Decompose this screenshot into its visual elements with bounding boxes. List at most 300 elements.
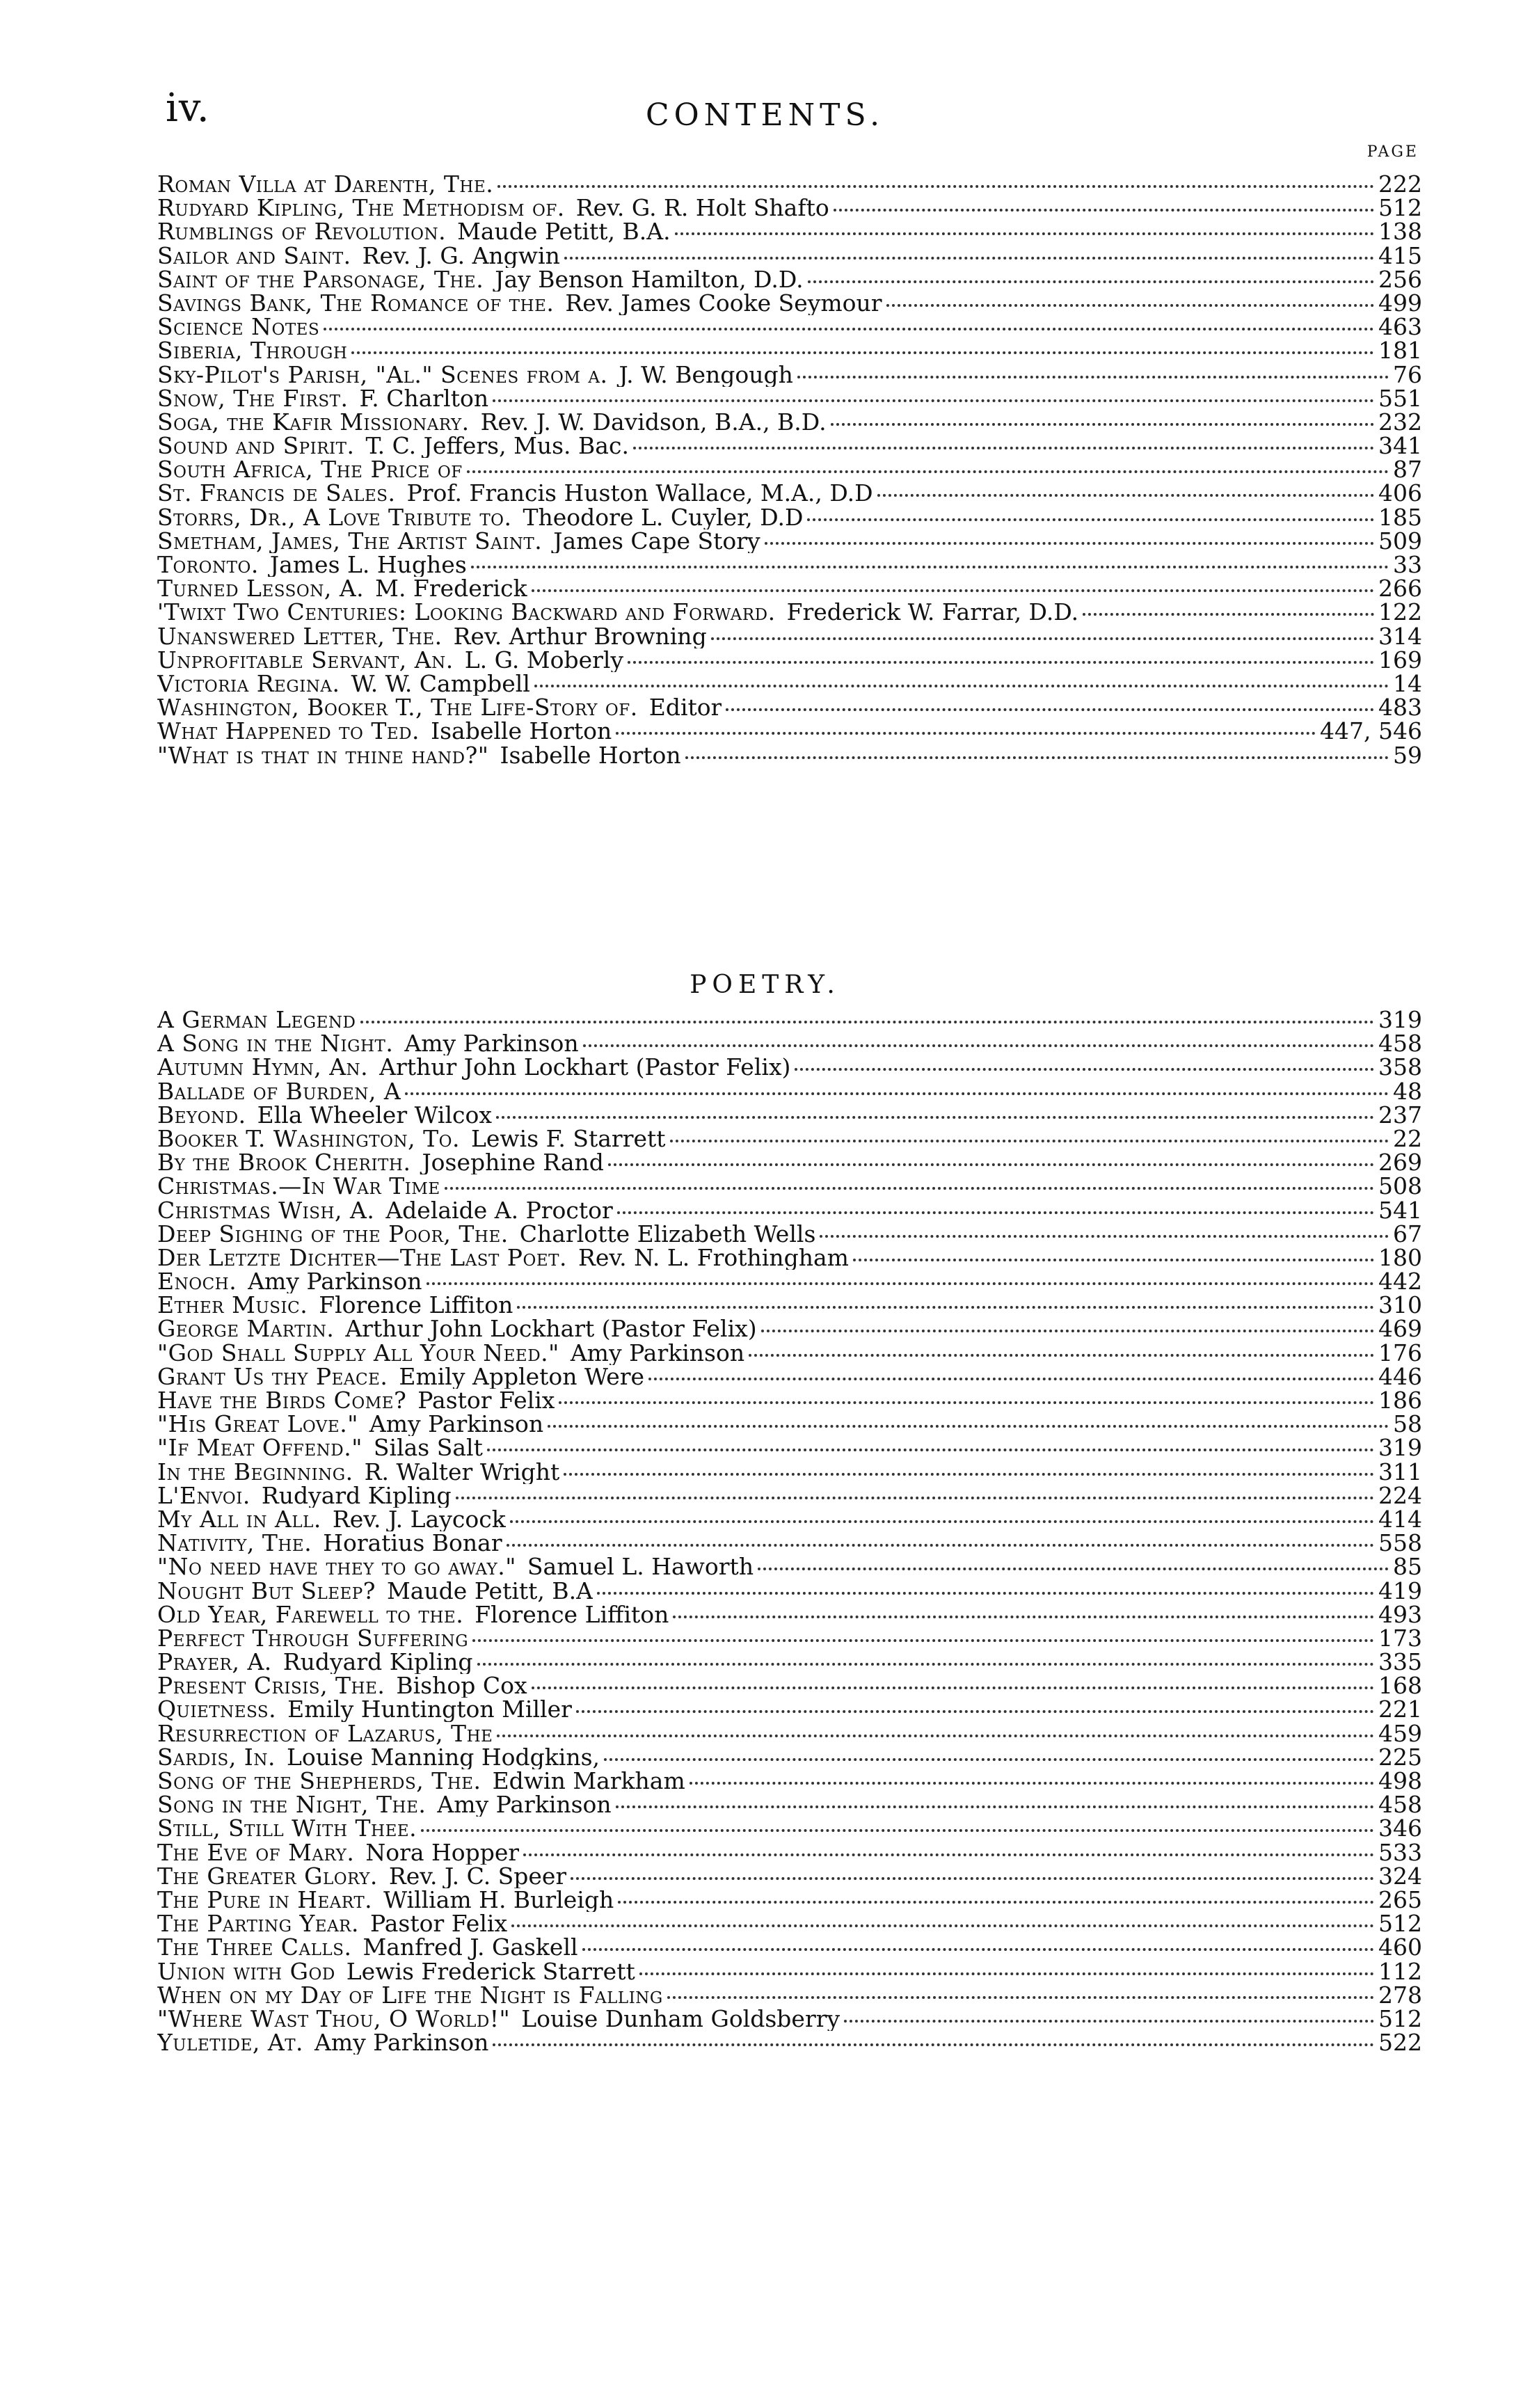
entry-title: Toronto. [157, 553, 259, 577]
entry-author: J. W. Bengough [619, 362, 793, 387]
entry-author: Rev. J. G. Angwin [362, 244, 560, 268]
entry-author: T. C. Jeffers, Mus. Bac. [365, 434, 629, 459]
entry-title: St. Francis de Sales. [157, 481, 396, 506]
toc-entry-text [157, 506, 803, 529]
dot-leader [618, 1901, 1374, 1904]
entry-title: Der Letzte Dichter—The Last Poet. [157, 1245, 567, 1270]
dot-leader [797, 376, 1389, 378]
entry-author: Amy Parkinson [404, 1032, 579, 1056]
toc-entry [157, 669, 1422, 697]
entry-title: L'Envoi. [157, 1483, 250, 1508]
entry-page-number: 415 [1378, 241, 1422, 269]
toc-entry-text [157, 1412, 543, 1436]
entry-page-number: 358 [1378, 1053, 1422, 1081]
entry-page-number: 85 [1393, 1553, 1422, 1581]
dot-leader [820, 1235, 1389, 1238]
dot-leader [886, 304, 1374, 307]
entry-title: "If Meat Offend." [157, 1436, 362, 1460]
entry-page-number: 493 [1378, 1600, 1422, 1628]
toc-entry-text [157, 1650, 473, 1674]
dot-leader [510, 1520, 1374, 1523]
toc-entry-text [157, 1246, 849, 1270]
toc-entry-text [157, 220, 671, 244]
dot-leader [532, 589, 1374, 592]
toc-entry [157, 410, 1422, 434]
toc-entry-text [157, 1508, 506, 1531]
dot-leader [497, 1735, 1374, 1737]
entry-title: Washington, Booker T., The Life-Story of. [157, 696, 638, 720]
entry-author: L. G. Moberly [464, 648, 624, 672]
entry-author: Maude Petitt, B.A. [457, 220, 671, 244]
entry-author: Arthur John Lockhart (Pastor Felix) [379, 1055, 791, 1080]
dot-leader [445, 1187, 1374, 1190]
entry-author: Pastor Felix [369, 1912, 508, 1936]
toc-entry-text [157, 292, 882, 315]
dot-leader [711, 637, 1374, 640]
entry-title: A Song in the Night. [157, 1032, 394, 1056]
entry-title: Christmas Wish, A. [157, 1198, 375, 1222]
toc-entry-text [157, 1365, 644, 1389]
entry-title: Storrs, Dr., A Love Tribute to. [157, 505, 512, 529]
entry-author: James L. Hughes [269, 553, 467, 577]
dot-leader [497, 185, 1374, 188]
entry-author: Rudyard Kipling [261, 1483, 452, 1508]
entry-page-number: 406 [1378, 479, 1422, 507]
toc-entry-text [157, 1341, 744, 1365]
entry-author: Bishop Cox [396, 1674, 527, 1698]
entry-title: Soga, the Kafir Missionary. [157, 410, 470, 435]
toc-entry-text [157, 1936, 578, 1959]
entry-title: Sardis, In. [157, 1745, 276, 1770]
toc-entry-text [157, 1698, 572, 1721]
entry-title: Perfect Through Suffering [157, 1626, 469, 1651]
entry-page-number: 222 [1378, 170, 1422, 198]
toc-entry [157, 337, 1422, 365]
dot-leader [795, 1068, 1374, 1071]
dot-leader [616, 732, 1316, 735]
entry-title: Saint of the Parsonage, The. [157, 267, 484, 292]
toc-entry-text [157, 1722, 493, 1746]
entry-author: Rev. G. R. Holt Shafto [575, 196, 829, 221]
toc-entry [157, 1933, 1422, 1961]
entry-author: Nora Hopper [365, 1840, 520, 1865]
toc-entry-text [157, 1674, 527, 1698]
entry-author: Editor [648, 696, 722, 720]
dot-leader [559, 1401, 1374, 1404]
entry-page-number: 67 [1393, 1220, 1422, 1247]
entry-author: Arthur John Lockhart (Pastor Felix) [345, 1317, 757, 1341]
entry-title: The Parting Year. [157, 1912, 359, 1936]
dot-leader [758, 1568, 1389, 1570]
entry-page-number: 265 [1378, 1885, 1422, 1913]
toc-entry [157, 1389, 1422, 1412]
entry-title: Victoria Regina. [157, 671, 340, 696]
entry-author: Frederick W. Farrar, D.D. [786, 600, 1079, 625]
toc-entry [157, 1719, 1422, 1747]
entry-title: The Eve of Mary. [157, 1840, 355, 1865]
entry-page-number: 508 [1378, 1172, 1422, 1200]
dot-leader [834, 209, 1374, 212]
page-folio: iv. [166, 86, 210, 131]
dot-leader [673, 1616, 1374, 1618]
toc-entry [157, 1055, 1422, 1079]
toc-entry-text [157, 1579, 593, 1603]
entry-page-number: 14 [1393, 669, 1422, 697]
entry-author: F. Charlton [359, 386, 489, 410]
dot-leader [639, 1972, 1374, 1975]
toc-entry [157, 241, 1422, 269]
toc-entry-text [157, 434, 629, 458]
toc-entry [157, 529, 1422, 553]
entry-page-number: 447, 546 [1320, 717, 1422, 745]
dot-leader [467, 470, 1389, 473]
entry-page-number: 463 [1378, 313, 1422, 341]
entry-page-number: 169 [1378, 646, 1422, 673]
entry-author: Ella Wheeler Wilcox [257, 1103, 492, 1127]
entry-title: In the Beginning. [157, 1460, 353, 1484]
entry-title: Christmas.—In War Time [157, 1174, 440, 1199]
entry-author: Florence Liffiton [319, 1293, 513, 1318]
entry-title: Turned Lesson, A. [157, 577, 365, 601]
entry-title: The Greater Glory. [157, 1864, 378, 1888]
entry-author: Florence Liffiton [475, 1602, 669, 1627]
entry-author: Rev. James Cooke Seymour [565, 291, 882, 316]
toc-entry [157, 1624, 1422, 1652]
dot-leader [534, 685, 1389, 687]
entry-author: Charlotte Elizabeth Wells [519, 1222, 816, 1246]
entry-title: Sailor and Saint. [157, 244, 351, 268]
entry-title: When on my Day of Life the Night is Falling [157, 1983, 663, 2007]
toc-entry-text [157, 744, 681, 767]
toc-entry [157, 315, 1422, 339]
entry-page-number: 319 [1378, 1006, 1422, 1033]
toc-entry [157, 1743, 1422, 1771]
dot-leader [648, 1378, 1374, 1380]
toc-entry-text [157, 410, 827, 434]
entry-page-number: 319 [1378, 1434, 1422, 1462]
entry-page-number: 341 [1378, 432, 1422, 460]
entry-title: Still, Still With Thee. [157, 1817, 417, 1841]
entry-title: Autumn Hymn, An. [157, 1055, 369, 1080]
entry-author: Rev. J. Laycock [332, 1507, 506, 1532]
entry-title: "What is that in thine hand?" [157, 743, 489, 767]
entry-page-number: 173 [1378, 1624, 1422, 1652]
entry-author: Amy Parkinson [369, 1412, 544, 1437]
entry-page-number: 446 [1378, 1362, 1422, 1390]
toc-entry-text [157, 1555, 754, 1579]
entry-author: Josephine Rand [422, 1151, 604, 1175]
entry-page-number: 122 [1378, 598, 1422, 626]
entry-author: Jay Benson Hamilton, D.D. [495, 267, 804, 292]
entry-page-number: 541 [1378, 1196, 1422, 1224]
toc-entry-text [157, 173, 493, 196]
entry-page-number: 221 [1378, 1696, 1422, 1723]
toc-entry [157, 1817, 1422, 1840]
poetry-heading: POETRY. [690, 971, 840, 999]
entry-page-number: 419 [1378, 1577, 1422, 1604]
entry-title: Rumblings of Revolution. [157, 220, 447, 244]
toc-entry-text [157, 1174, 440, 1198]
poetry-contents-list [157, 1008, 1422, 2055]
toc-entry [157, 1030, 1422, 1058]
entry-page-number: 458 [1378, 1791, 1422, 1819]
dot-leader [548, 1425, 1389, 1428]
entry-title: Ballade of Burden, A [157, 1079, 401, 1103]
dot-leader [532, 1687, 1374, 1689]
dot-leader [749, 1354, 1374, 1357]
dot-leader [496, 1116, 1374, 1119]
entry-page-number: 499 [1378, 289, 1422, 317]
dot-leader [576, 1710, 1374, 1713]
dot-leader [360, 1021, 1375, 1023]
toc-entry [157, 1460, 1422, 1484]
toc-entry [157, 1650, 1422, 1674]
entry-title: Deep Sighing of the Poor, The. [157, 1222, 509, 1246]
toc-entry-text [157, 1484, 452, 1508]
entry-author: Edwin Markham [492, 1769, 685, 1794]
toc-entry [157, 1698, 1422, 1721]
entry-page-number: 112 [1378, 1957, 1422, 1985]
entry-title: Grant Us thy Peace. [157, 1364, 388, 1389]
entry-author: Manfred J. Gaskell [362, 1936, 578, 1960]
dot-leader [564, 257, 1374, 260]
entry-author: Horatius Bonar [323, 1531, 502, 1556]
toc-entry [157, 1769, 1422, 1793]
entry-title: Sound and Spirit. [157, 434, 355, 459]
toc-entry-text [157, 1769, 685, 1793]
entry-author: Isabelle Horton [431, 719, 612, 744]
entry-page-number: 512 [1378, 194, 1422, 222]
toc-entry-text [157, 719, 612, 743]
dot-leader [583, 1044, 1374, 1047]
dot-leader [471, 566, 1389, 568]
toc-entry [157, 1270, 1422, 1293]
toc-entry [157, 2004, 1422, 2032]
toc-entry [157, 1124, 1422, 1152]
entry-page-number: 414 [1378, 1505, 1422, 1533]
toc-entry [157, 1481, 1422, 1509]
toc-entry [157, 1793, 1422, 1817]
entry-page-number: 311 [1378, 1458, 1422, 1485]
toc-entry-text [157, 1008, 356, 1032]
toc-entry [157, 1838, 1422, 1866]
entry-title: "No need have they to go away." [157, 1555, 516, 1579]
entry-title: What Happened to Ted. [157, 719, 420, 744]
dot-leader [487, 1449, 1374, 1451]
entry-title: Have the Birds Come? [157, 1389, 407, 1413]
dot-leader [571, 1877, 1374, 1880]
toc-entry-text [157, 1389, 555, 1412]
dot-leader [351, 351, 1374, 354]
entry-page-number: 168 [1378, 1672, 1422, 1700]
entry-title: The Three Calls. [157, 1936, 352, 1960]
entry-page-number: 509 [1378, 527, 1422, 555]
toc-entry [157, 1077, 1422, 1105]
entry-page-number: 469 [1378, 1315, 1422, 1343]
toc-entry-text [157, 1293, 513, 1317]
entry-page-number: 232 [1378, 408, 1422, 436]
entry-title: Union with God [157, 1959, 335, 1984]
toc-entry-text [157, 1436, 483, 1460]
entry-title: Savings Bank, The Romance of the. [157, 291, 555, 316]
toc-entry [157, 648, 1422, 672]
toc-entry-text [157, 1888, 614, 1912]
toc-entry [157, 384, 1422, 412]
dot-leader [675, 232, 1374, 235]
entry-page-number: 498 [1378, 1767, 1422, 1794]
toc-entry [157, 1505, 1422, 1533]
dot-leader [493, 399, 1374, 402]
dot-leader [405, 1092, 1389, 1095]
toc-entry-text [157, 1055, 790, 1079]
toc-entry [157, 741, 1422, 769]
dot-leader [507, 1544, 1374, 1547]
entry-title: Resurrection of Lazarus, The [157, 1721, 493, 1746]
toc-entry-text [157, 1865, 566, 1888]
toc-entry [157, 622, 1422, 650]
entry-title: Nativity, The. [157, 1531, 312, 1556]
entry-page-number: 324 [1378, 1862, 1422, 1890]
dot-leader [670, 1140, 1389, 1142]
entry-author: Pastor Felix [417, 1389, 555, 1413]
dot-leader [807, 518, 1374, 521]
entry-page-number: 224 [1378, 1481, 1422, 1509]
toc-entry [157, 696, 1422, 719]
toc-entry [157, 1579, 1422, 1603]
entry-title: The Pure in Heart. [157, 1888, 373, 1913]
dot-leader [477, 1663, 1374, 1666]
entry-page-number: 185 [1378, 503, 1422, 531]
entry-title: Ether Music. [157, 1293, 308, 1318]
toc-entry-text [157, 1127, 666, 1151]
entry-title: Yuletide, At. [157, 2031, 304, 2055]
entry-author: James Cape Story [553, 529, 760, 554]
entry-author: Louise Dunham Goldsberry [521, 2007, 840, 2032]
toc-entry-text [157, 1531, 502, 1555]
entry-author: Amy Parkinson [570, 1341, 745, 1365]
entry-page-number: 458 [1378, 1030, 1422, 1058]
entry-title: By the Brook Cherith. [157, 1151, 411, 1175]
entry-title: Snow, The First. [157, 386, 349, 410]
entry-author: Samuel L. Haworth [527, 1555, 754, 1579]
entry-title: Smetham, James, The Artist Saint. [157, 529, 543, 554]
toc-entry [157, 1674, 1422, 1698]
entry-page-number: 225 [1378, 1743, 1422, 1771]
entry-page-number: 346 [1378, 1815, 1422, 1842]
dot-leader [456, 1497, 1374, 1499]
entry-author: Emily Huntington Miller [287, 1698, 572, 1722]
toc-entry-text [157, 1270, 422, 1293]
toc-entry-text [157, 1984, 663, 2007]
entry-title: Science Notes [157, 315, 320, 340]
dot-leader [421, 1829, 1374, 1832]
entry-title: "God Shall Supply All Your Need." [157, 1341, 559, 1365]
dot-leader [690, 1782, 1374, 1785]
toc-entry [157, 481, 1422, 505]
entry-page-number: 186 [1378, 1387, 1422, 1414]
entry-page-number: 266 [1378, 575, 1422, 603]
dot-leader [604, 1758, 1374, 1761]
toc-entry [157, 1103, 1422, 1127]
dot-leader [616, 1805, 1374, 1808]
entry-page-number: 76 [1393, 360, 1422, 388]
entry-title: Roman Villa at Darenth, The. [157, 173, 494, 197]
dot-leader [511, 1924, 1374, 1927]
entry-title: A German Legend [157, 1008, 356, 1032]
toc-entry [157, 1412, 1422, 1436]
dot-leader [765, 542, 1374, 545]
entry-title: "His Great Love." [157, 1412, 358, 1437]
toc-entry [157, 1981, 1422, 2009]
entry-title: Unprofitable Servant, An. [157, 648, 454, 672]
dot-leader [324, 328, 1374, 330]
toc-entry [157, 265, 1422, 293]
toc-entry [157, 1912, 1422, 1936]
entry-page-number: 237 [1378, 1101, 1422, 1129]
entry-title: Present Crisis, The. [157, 1674, 385, 1698]
dot-leader [844, 2020, 1374, 2023]
dot-leader [761, 1330, 1374, 1332]
dot-leader [633, 447, 1374, 449]
dot-leader [617, 1211, 1374, 1214]
toc-entry-text [157, 1080, 401, 1103]
dot-leader [831, 423, 1374, 426]
entry-page-number: 442 [1378, 1268, 1422, 1295]
entry-author: Isabelle Horton [500, 743, 681, 767]
entry-author: Rev. Arthur Browning [453, 624, 707, 648]
entry-page-number: 460 [1378, 1933, 1422, 1961]
toc-entry [157, 170, 1422, 198]
toc-entry-text [157, 529, 760, 553]
entry-title: Prayer, A. [157, 1650, 272, 1675]
toc-entry-text [157, 1460, 559, 1484]
toc-entry-text [157, 625, 707, 648]
toc-entry-text [157, 1199, 613, 1222]
entry-page-number: 522 [1378, 2029, 1422, 2057]
toc-entry-text [157, 2031, 488, 2055]
toc-entry-text [157, 244, 560, 268]
entry-page-number: 551 [1378, 384, 1422, 412]
entry-page-number: 278 [1378, 1981, 1422, 2009]
entry-author: M. Frederick [375, 577, 527, 601]
entry-author: Silas Salt [373, 1436, 483, 1460]
toc-entry-text [157, 339, 347, 362]
toc-entry-text [157, 1151, 604, 1174]
toc-entry-text [157, 696, 722, 719]
entry-author: W. W. Campbell [351, 671, 530, 696]
entry-title: Song of the Shepherds, The. [157, 1769, 481, 1794]
toc-entry [157, 1341, 1422, 1365]
dot-leader [523, 1853, 1374, 1856]
dot-leader [877, 494, 1374, 497]
toc-entry [157, 553, 1422, 577]
entry-page-number: 48 [1393, 1077, 1422, 1105]
entry-title: Quietness. [157, 1698, 277, 1722]
toc-entry-text [157, 600, 1078, 624]
toc-entry [157, 456, 1422, 484]
entry-page-number: 335 [1378, 1648, 1422, 1676]
toc-entry-text [157, 481, 873, 505]
entry-page-number: 459 [1378, 1719, 1422, 1747]
toc-entry [157, 1885, 1422, 1913]
toc-entry [157, 1222, 1422, 1246]
toc-entry [157, 2031, 1422, 2055]
toc-entry [157, 1555, 1422, 1579]
toc-entry [157, 1531, 1422, 1555]
dot-leader [808, 280, 1374, 283]
dot-leader [608, 1163, 1374, 1166]
toc-entry [157, 1362, 1422, 1390]
